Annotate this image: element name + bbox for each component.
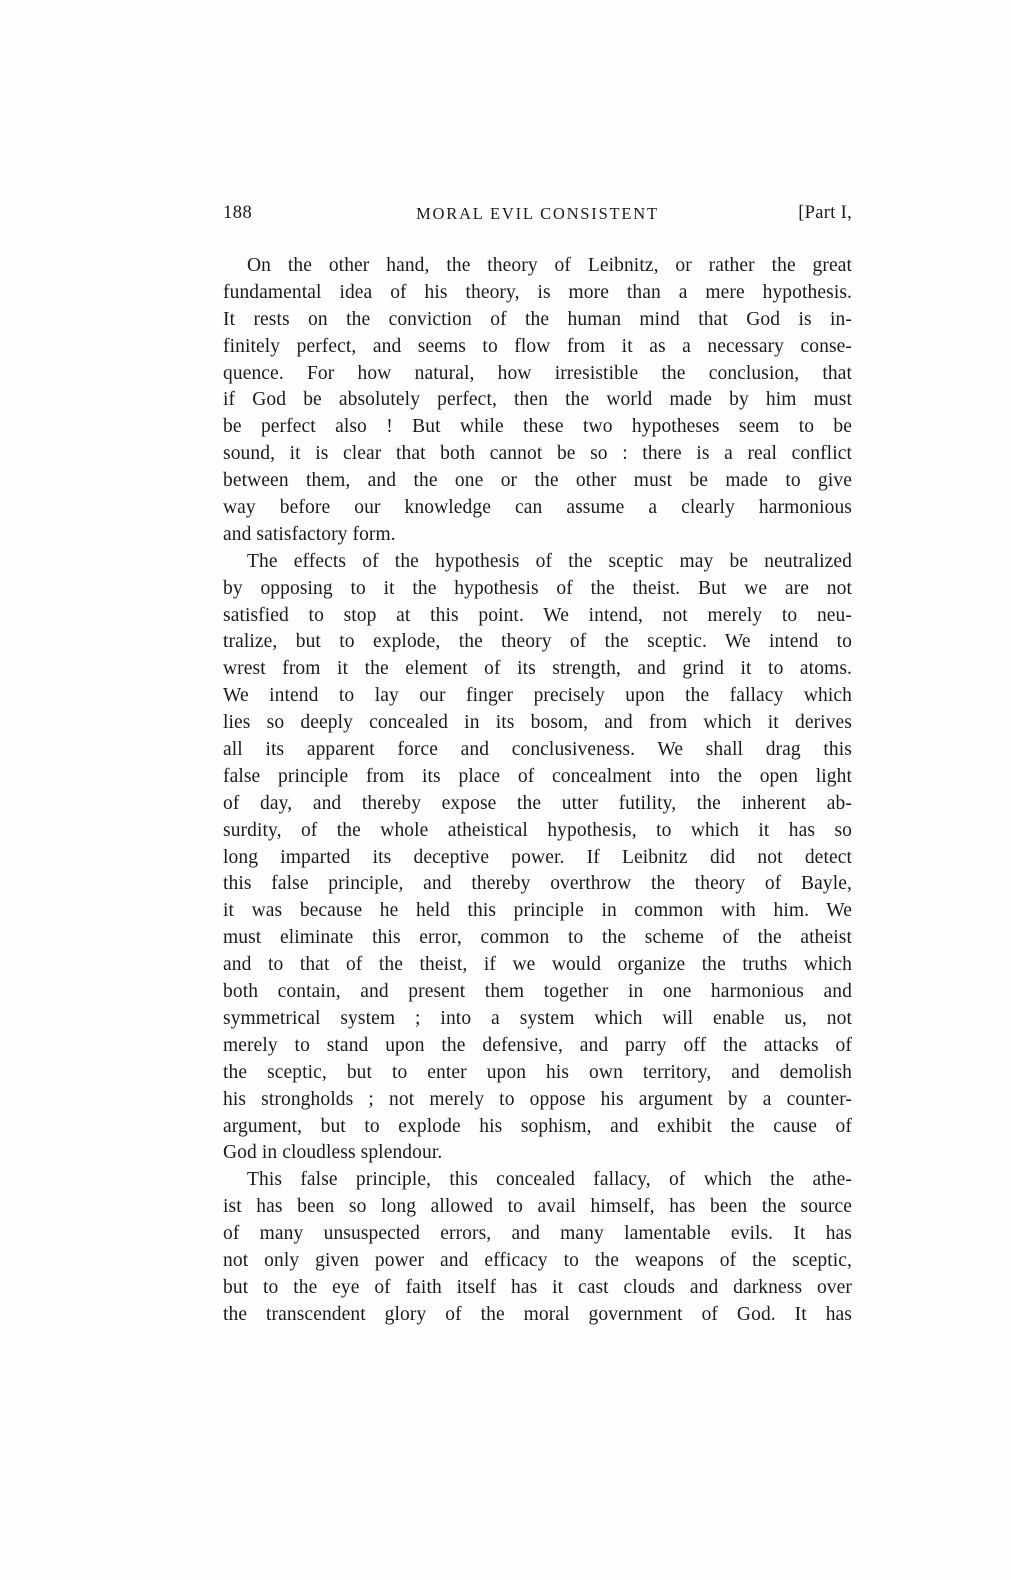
text-line: both contain, and present them together in one harmonious and (223, 981, 852, 1003)
text-line: We intend to lay our finger precisely upon the fallacy which (223, 685, 852, 707)
text-line: The effects of the hypothesis of the sceptic may be neutralized (247, 550, 852, 572)
text-line: merely to stand upon the defensive, and parry off the attacks of (223, 1034, 852, 1056)
text-line: tralize, but to explode, the theory of the sceptic. We intend to (223, 631, 852, 653)
text-line: between them, and the one or the other must be made to give (223, 470, 852, 492)
part-label: [Part I, (798, 203, 852, 223)
text-line: not only given power and efficacy to the weapons of the sceptic, (223, 1249, 852, 1271)
text-line: be perfect also ! But while these two hypotheses seem to be (223, 416, 852, 438)
text-line: this false principle, and thereby overthrow the theory of Bayle, (223, 873, 852, 895)
body-text (223, 253, 852, 1329)
text-line: satisfied to stop at this point. We intend, not merely to neu- (223, 604, 852, 626)
text-line: must eliminate this error, common to the scheme of the atheist (223, 927, 852, 949)
text-line: This false principle, this concealed fallacy, of which the athe- (247, 1169, 852, 1191)
running-title: MORAL EVIL CONSISTENT (416, 204, 659, 223)
text-line: fundamental idea of his theory, is more than a mere hypothesis. (223, 281, 852, 303)
text-line: it was because he held this principle in common with him. We (223, 900, 852, 922)
paragraph (223, 253, 852, 549)
text-line: all its apparent force and conclusiveness. We shall drag this (223, 739, 852, 761)
paragraph (223, 549, 852, 1167)
text-line: On the other hand, the theory of Leibnitz, or rather the great (247, 255, 852, 276)
text-line: surdity, of the whole atheistical hypothesis, to which it has so (223, 819, 852, 841)
text-line: long imparted its deceptive power. If Leibnitz did not detect (223, 846, 852, 868)
text-line: sound, it is clear that both cannot be so : there is a real conflict (223, 443, 852, 465)
text-line: false principle from its place of concealment into the open light (223, 765, 852, 787)
text-line: ist has been so long allowed to avail himself, has been the source (223, 1196, 852, 1218)
text-line: quence. For how natural, how irresistible the conclusion, that (223, 362, 852, 384)
text-line: the sceptic, but to enter upon his own territory, and demolish (223, 1061, 852, 1083)
running-header (223, 203, 852, 227)
text-line: God in cloudless splendour. (223, 1142, 443, 1164)
text-line: and satisfactory form. (223, 523, 396, 545)
text-line: finitely perfect, and seems to flow from it as a necessary conse- (223, 335, 852, 357)
text-line: lies so deeply concealed in its bosom, and from which it derives (223, 712, 852, 734)
text-line: It rests on the conviction of the human mind that God is in- (223, 308, 852, 330)
text-line: and to that of the theist, if we would organize the truths which (223, 954, 852, 976)
text-line: but to the eye of faith itself has it cast clouds and darkness over (223, 1276, 852, 1298)
text-line: argument, but to explode his sophism, and exhibit the cause of (223, 1115, 852, 1137)
page-number: 188 (223, 203, 253, 223)
paragraph (223, 1167, 852, 1328)
text-line: way before our knowledge can assume a clearly harmonious (223, 497, 852, 519)
text-line: by opposing to it the hypothesis of the theist. But we are not (223, 577, 852, 599)
text-line: of day, and thereby expose the utter futility, the inherent ab- (223, 792, 852, 814)
text-line: if God be absolutely perfect, then the world made by him must (223, 389, 852, 411)
text-line: of many unsuspected errors, and many lamentable evils. It has (223, 1223, 852, 1245)
text-line: his strongholds ; not merely to oppose his argument by a counter- (223, 1088, 852, 1110)
page-content (223, 203, 852, 1329)
text-line: wrest from it the element of its strength, and grind it to atoms. (223, 658, 852, 680)
text-line: the transcendent glory of the moral government of God. It has (223, 1303, 852, 1325)
text-line: symmetrical system ; into a system which will enable us, not (223, 1007, 852, 1029)
